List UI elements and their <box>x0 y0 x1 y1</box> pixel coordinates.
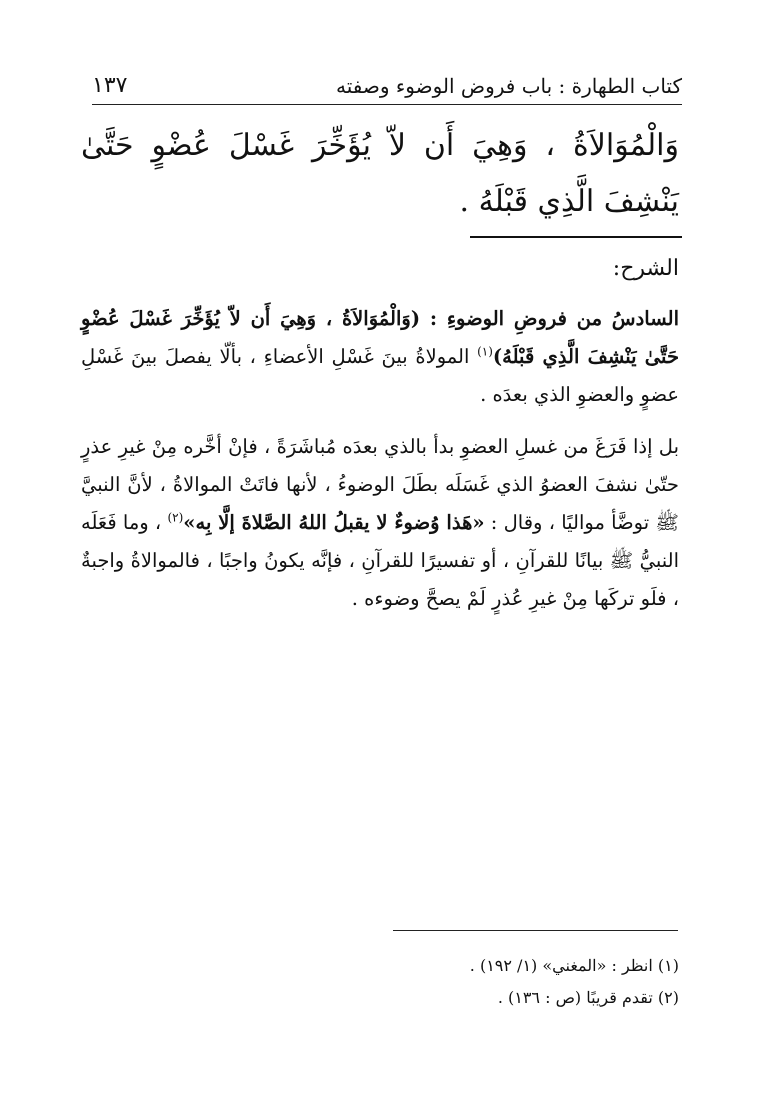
hadith-quote: «هَذا وُضوءٌ لا يقبلُ اللهُ الصَّلاةَ إلَّا بِه» <box>183 511 485 534</box>
footnote-separator-rule <box>393 930 678 931</box>
sharh-paragraph-2 <box>81 428 679 618</box>
page-number: ١٣٧ <box>92 73 128 98</box>
sharh-paragraph-1 <box>81 300 679 414</box>
sharh-p1-rest: المولاةُ بينَ غَسْلِ الأعضاءِ ، بألّا يفصلَ بينَ غَسْلِ عضوٍ والعضوِ الذي بعدَه . <box>81 345 679 406</box>
sharh-p2-part1: بل إذا فَرَغَ من غسلِ العضوِ بدأ بالذي بعدَه مُباشَرَةً ، فإنْ أخَّره مِنْ غيرِ عذرٍ حتّىٰ نشفَ العضوُ الذي غَسَلَه بطَلَ الوضوءُ ، لأنها فاتَتْ الموالاةُ ، لأنَّ النبيَّ ﷺ توضَّأ مواليًا ، وقال : <box>81 435 679 534</box>
footnote-ref-1: (١) <box>477 344 493 359</box>
footnotes <box>81 950 679 1014</box>
running-title: كتاب الطهارة : باب فروض الوضوء وصفته <box>335 74 682 98</box>
footnote-ref-2: (٢) <box>167 510 184 525</box>
sharh-p2-part2: ، وما فَعَلَه النبيُّ ﷺ بيانًا للقرآنِ ، أو تفسيرًا للقرآنِ ، فإنَّه يكونُ واجبًا ، فالموالاةُ واجبةٌ ، فلَو تركَها مِنْ غيرِ عُذرٍ لَمْ يصحَّ وضوءه . <box>81 511 679 610</box>
footnote-2: (٢) تقدم قريبًا (ص : ١٣٦) . <box>497 988 679 1007</box>
sharh-p1-bold-lead: السادسُ من فروضِ الوضوءِ : (وَالْمُوَالاَةُ ، وَهِيَ أَن لاّ يُؤَخِّرَ غَسْلَ عُضْوٍ حَتَّىٰ يَنْشِفَ الَّذِي قَبْلَهُ) <box>81 307 679 368</box>
page-header <box>92 62 682 105</box>
matn-separator-rule <box>470 236 682 238</box>
matn-text: وَالْمُوَالاَةُ ، وَهِيَ أَن لاّ يُؤَخِّرَ غَسْلَ عُضْوٍ حَتَّىٰ يَنْشِفَ الَّذِي قَبْلَهُ . <box>81 128 679 219</box>
footnote-1: (١) انظر : «المغني» (١/ ١٩٢) . <box>469 956 679 975</box>
sharh-heading: الشرح: <box>612 256 679 281</box>
sharh-body <box>81 300 679 632</box>
